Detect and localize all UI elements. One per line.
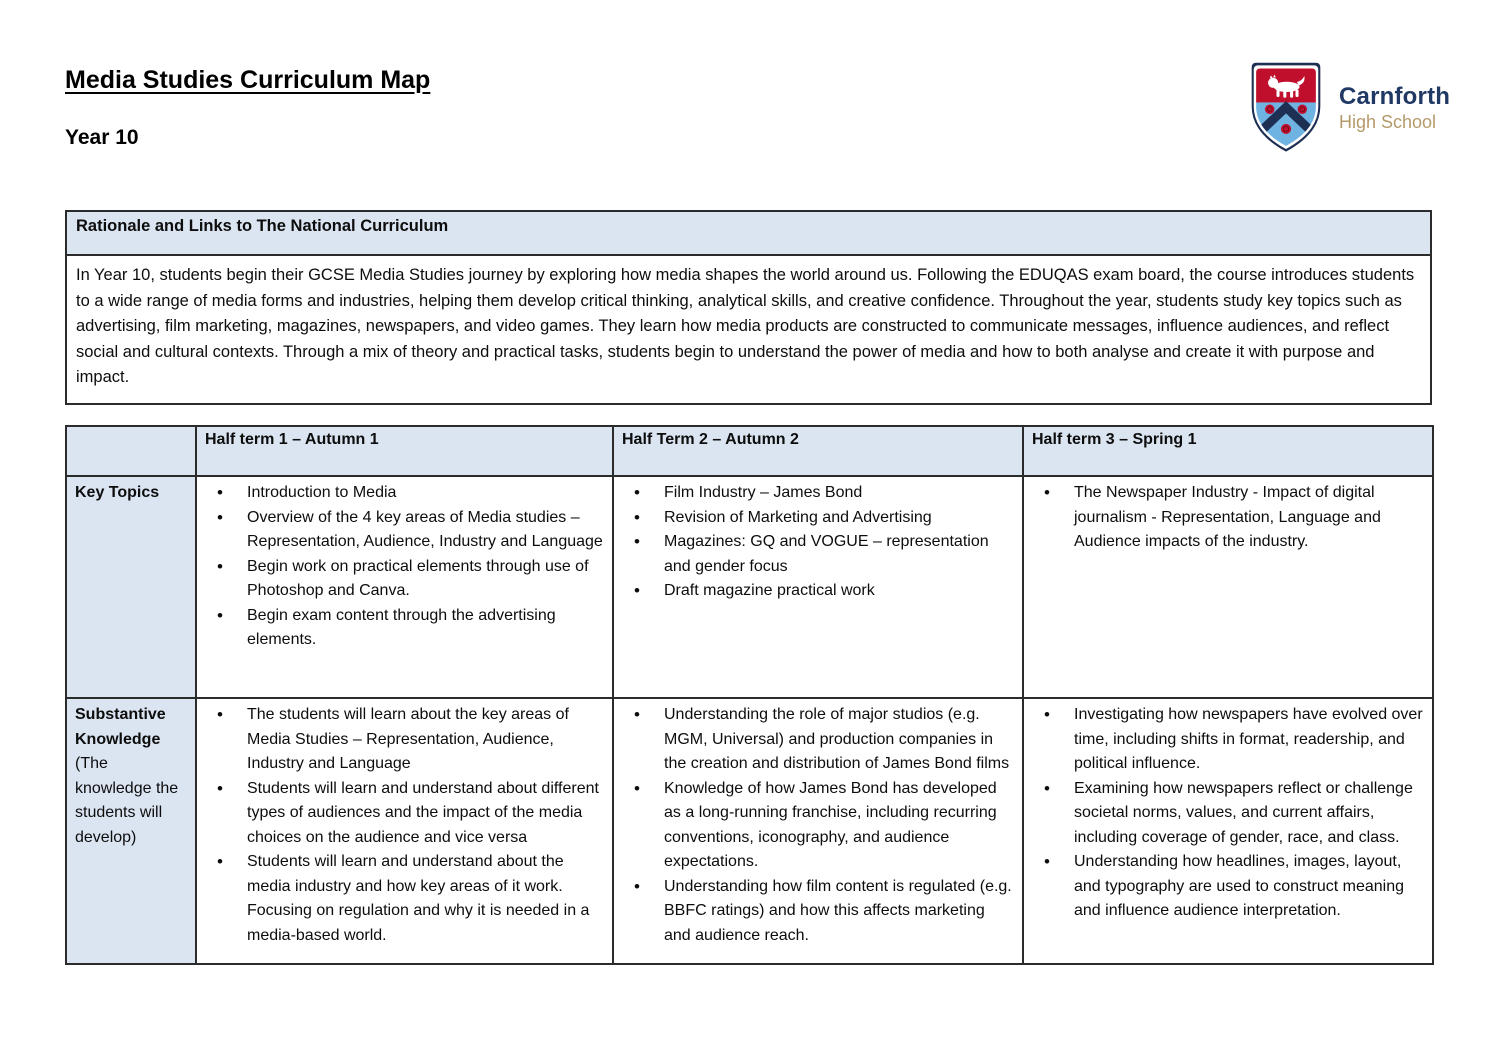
substantive-autumn2-cell bbox=[613, 698, 1023, 964]
rationale-box bbox=[65, 210, 1432, 405]
row-label-substantive-knowledge bbox=[66, 698, 196, 964]
bullet-item: • Introduction to Media bbox=[217, 481, 604, 506]
bullet-item: • The students will learn about the key areas of Media Studies – Representation, Audience, Industry and Language bbox=[217, 703, 604, 777]
bullet-item: • Understanding how headlines, images, layout, and typography are used to construct meaning and influence audience interpretation. bbox=[1044, 850, 1424, 924]
shield-icon bbox=[1247, 60, 1325, 156]
bullet-item: • Magazines: GQ and VOGUE – representation and gender focus bbox=[634, 530, 1014, 579]
bullet-item: • The Newspaper Industry - Impact of digital journalism - Representation, Language and Audience impacts of the industry. bbox=[1044, 481, 1424, 555]
school-type: High School bbox=[1339, 112, 1437, 132]
bullet-item: • Knowledge of how James Bond has developed as a long-running franchise, including recurring conventions, iconography, and audience expectations. bbox=[634, 777, 1014, 875]
school-crest-logo bbox=[1247, 60, 1450, 156]
substantive-spring1-list bbox=[1032, 703, 1424, 924]
bullet-item: • Investigating how newspapers have evolved over time, including shifts in format, readership, and political influence. bbox=[1044, 703, 1424, 777]
bullet-item: • Overview of the 4 key areas of Media studies – Representation, Audience, Industry and Language bbox=[217, 506, 604, 555]
substantive-autumn1-cell bbox=[196, 698, 613, 964]
logo-text bbox=[1339, 83, 1450, 133]
substantive-autumn2-list bbox=[622, 703, 1014, 948]
bullet-item: • Students will learn and understand about different types of audiences and the impact of the media choices on the audience and vice versa bbox=[217, 777, 604, 851]
bullet-item: • Revision of Marketing and Advertising bbox=[634, 506, 1014, 531]
table-row-key-topics bbox=[66, 476, 1433, 698]
header-half-term-2: Half Term 2 – Autumn 2 bbox=[613, 426, 1023, 476]
row-label-text: Substantive Knowledge bbox=[75, 706, 166, 748]
key-topics-spring1-list bbox=[1032, 481, 1424, 555]
key-topics-autumn2-cell bbox=[613, 476, 1023, 698]
row-label-text: Key Topics bbox=[75, 484, 160, 501]
table-header-row bbox=[66, 426, 1433, 476]
bullet-item: • Students will learn and understand about the media industry and how key areas of it work. Focusing on regulation and why it is needed in a media-based world. bbox=[217, 850, 604, 948]
key-topics-autumn2-list bbox=[622, 481, 1014, 604]
year-subtitle: Year 10 bbox=[65, 126, 139, 149]
substantive-autumn1-list bbox=[205, 703, 604, 948]
key-topics-spring1-cell bbox=[1023, 476, 1433, 698]
bullet-item: • Begin work on practical elements through use of Photoshop and Canva. bbox=[217, 555, 604, 604]
row-label-note: (The knowledge the students will develop) bbox=[75, 755, 179, 846]
bullet-item: • Draft magazine practical work bbox=[634, 579, 1014, 604]
bullet-item: • Film Industry – James Bond bbox=[634, 481, 1014, 506]
table-row-substantive-knowledge bbox=[66, 698, 1433, 964]
school-name: Carnforth bbox=[1339, 83, 1451, 110]
curriculum-table bbox=[65, 425, 1434, 965]
substantive-spring1-cell bbox=[1023, 698, 1433, 964]
header-half-term-3: Half term 3 – Spring 1 bbox=[1023, 426, 1433, 476]
header-half-term-1: Half term 1 – Autumn 1 bbox=[196, 426, 613, 476]
bullet-item: • Understanding the role of major studios (e.g. MGM, Universal) and production companies in the creation and distribution of James Bond films bbox=[634, 703, 1014, 777]
bullet-item: • Understanding how film content is regulated (e.g. BBFC ratings) and how this affects marketing and audience reach. bbox=[634, 875, 1014, 949]
bullet-item: • Begin exam content through the advertising elements. bbox=[217, 604, 604, 653]
key-topics-autumn1-cell bbox=[196, 476, 613, 698]
key-topics-autumn1-list bbox=[205, 481, 604, 653]
bullet-item: • Examining how newspapers reflect or challenge societal norms, values, and current affairs, including coverage of gender, race, and class. bbox=[1044, 777, 1424, 851]
page-title: Media Studies Curriculum Map bbox=[65, 66, 431, 94]
rationale-body: In Year 10, students begin their GCSE Media Studies journey by exploring how media shapes the world around us. Following the EDUQAS exam board, the course introduces students to a wide range of media forms and industries, helping them develop critical thinking, analytical skills, and creative confidence. Throughout the year, students study key topics such as advertising, film marketing, magazines, newspapers, and video games. They learn how media products are constructed to communicate messages, influence audiences, and reflect social and cultural contexts. Through a mix of theory and practical tasks, students begin to understand the power of media and how to both analyse and create it with purpose and impact. bbox=[76, 266, 1415, 386]
rationale-header: Rationale and Links to The National Curriculum bbox=[67, 212, 1430, 256]
row-label-key-topics bbox=[66, 476, 196, 698]
header-corner-cell bbox=[66, 426, 196, 476]
